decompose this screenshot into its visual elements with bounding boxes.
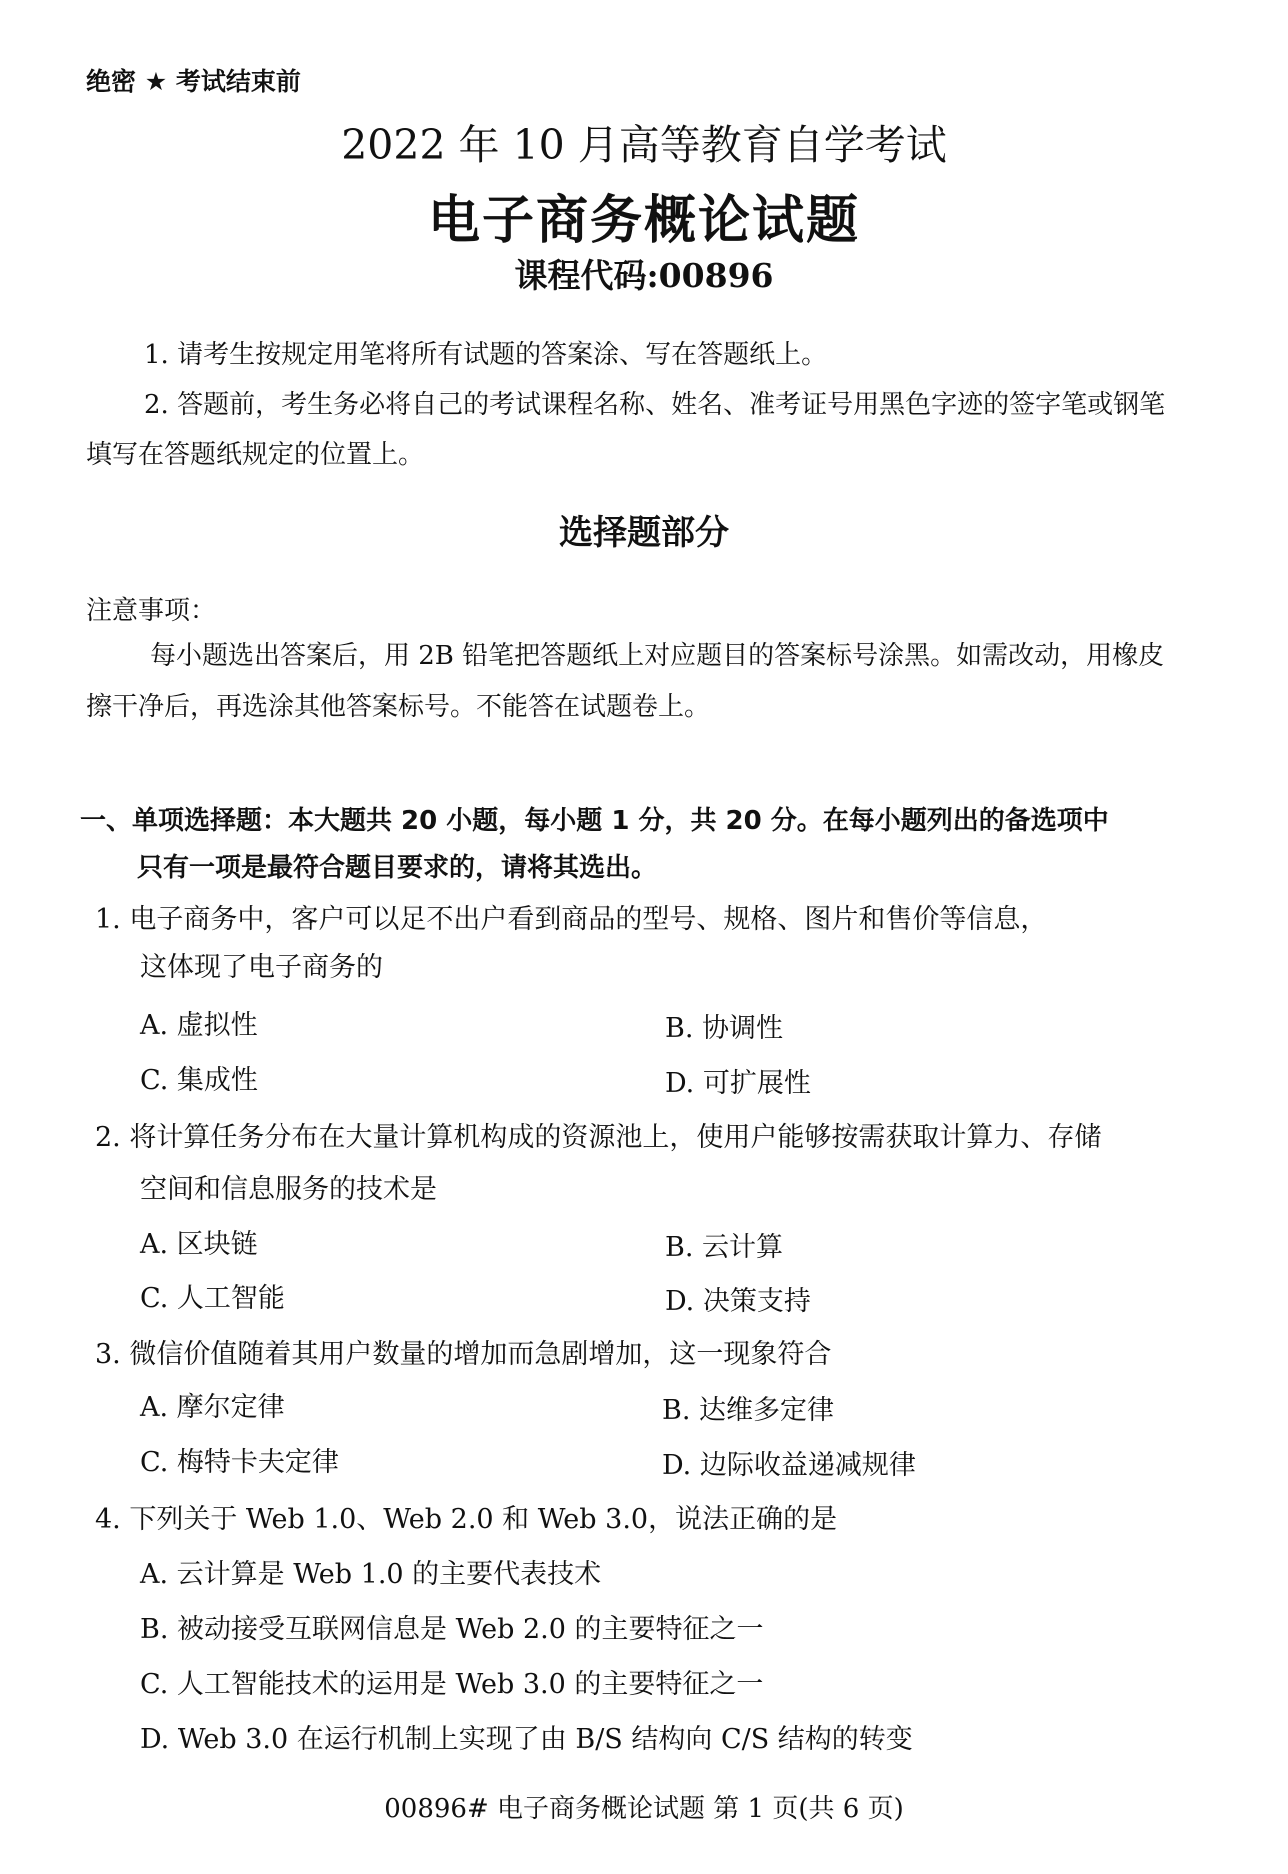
section-heading: 选择题部分 [559, 513, 729, 553]
option-a: A. 区块链 [140, 1229, 258, 1260]
option-d: D. 可扩展性 [665, 1068, 811, 1099]
course-code: 课程代码:00896 [514, 256, 774, 295]
question-stem: 3. 微信价值随着其用户数量的增加而急剧增加，这一现象符合 [95, 1339, 832, 1370]
option-d: D. 决策支持 [665, 1286, 811, 1317]
option-a: A. 虚拟性 [140, 1010, 258, 1041]
instruction-line-1: 1. 请考生按规定用笔将所有试题的答案涂、写在答题纸上。 [144, 340, 828, 370]
option-a: A. 云计算是 Web 1.0 的主要代表技术 [140, 1559, 602, 1590]
option-c: C. 集成性 [140, 1065, 258, 1096]
option-c: C. 人工智能技术的运用是 Web 3.0 的主要特征之一 [140, 1669, 764, 1700]
instruction-line-2: 2. 答题前，考生务必将自己的考试课程名称、姓名、准考证号用黑色字迹的签字笔或钢笔 [144, 390, 1166, 420]
option-b: B. 云计算 [665, 1232, 784, 1263]
option-a: A. 摩尔定律 [140, 1392, 285, 1423]
page-footer: 00896# 电子商务概论试题 第 1 页(共 6 页) [384, 1794, 904, 1824]
question-stem: 1. 电子商务中，客户可以足不出户看到商品的型号、规格、图片和售价等信息， [95, 904, 1048, 935]
question-stem: 2. 将计算任务分布在大量计算机构成的资源池上，使用户能够按需获取计算力、存储 [95, 1122, 1102, 1153]
option-c: C. 人工智能 [140, 1283, 285, 1314]
notice-line-1: 每小题选出答案后，用 2B 铅笔把答题纸上对应题目的答案标号涂黑。如需改动，用橡皮 [150, 641, 1165, 671]
question-stem-continued: 空间和信息服务的技术是 [140, 1174, 437, 1205]
paper-title: 电子商务概论试题 [427, 191, 860, 251]
exam-session-title: 2022 年 10 月高等教育自学考试 [341, 121, 947, 169]
confidential-notice: 绝密 ★ 考试结束前 [86, 67, 301, 96]
option-b: B. 达维多定律 [662, 1395, 835, 1426]
option-c: C. 梅特卡夫定律 [140, 1447, 339, 1478]
part-heading: 一、单项选择题：本大题共 20 小题，每小题 1 分，共 20 分。在每小题列出的备选项中 [80, 806, 1109, 836]
question-stem: 4. 下列关于 Web 1.0、Web 2.0 和 Web 3.0，说法正确的是 [95, 1504, 838, 1535]
option-b: B. 协调性 [665, 1013, 784, 1044]
option-d: D. 边际收益递减规律 [662, 1450, 916, 1481]
notice-line-2: 擦干净后，再选涂其他答案标号。不能答在试题卷上。 [86, 692, 711, 722]
notice-label: 注意事项： [86, 596, 217, 626]
option-d: D. Web 3.0 在运行机制上实现了由 B/S 结构向 C/S 结构的转变 [140, 1724, 913, 1755]
instruction-line-2-continued: 填写在答题纸规定的位置上。 [86, 440, 425, 470]
part-heading-continued: 只有一项是最符合题目要求的，请将其选出。 [137, 853, 658, 883]
question-stem-continued: 这体现了电子商务的 [140, 952, 383, 983]
option-b: B. 被动接受互联网信息是 Web 2.0 的主要特征之一 [140, 1614, 764, 1645]
